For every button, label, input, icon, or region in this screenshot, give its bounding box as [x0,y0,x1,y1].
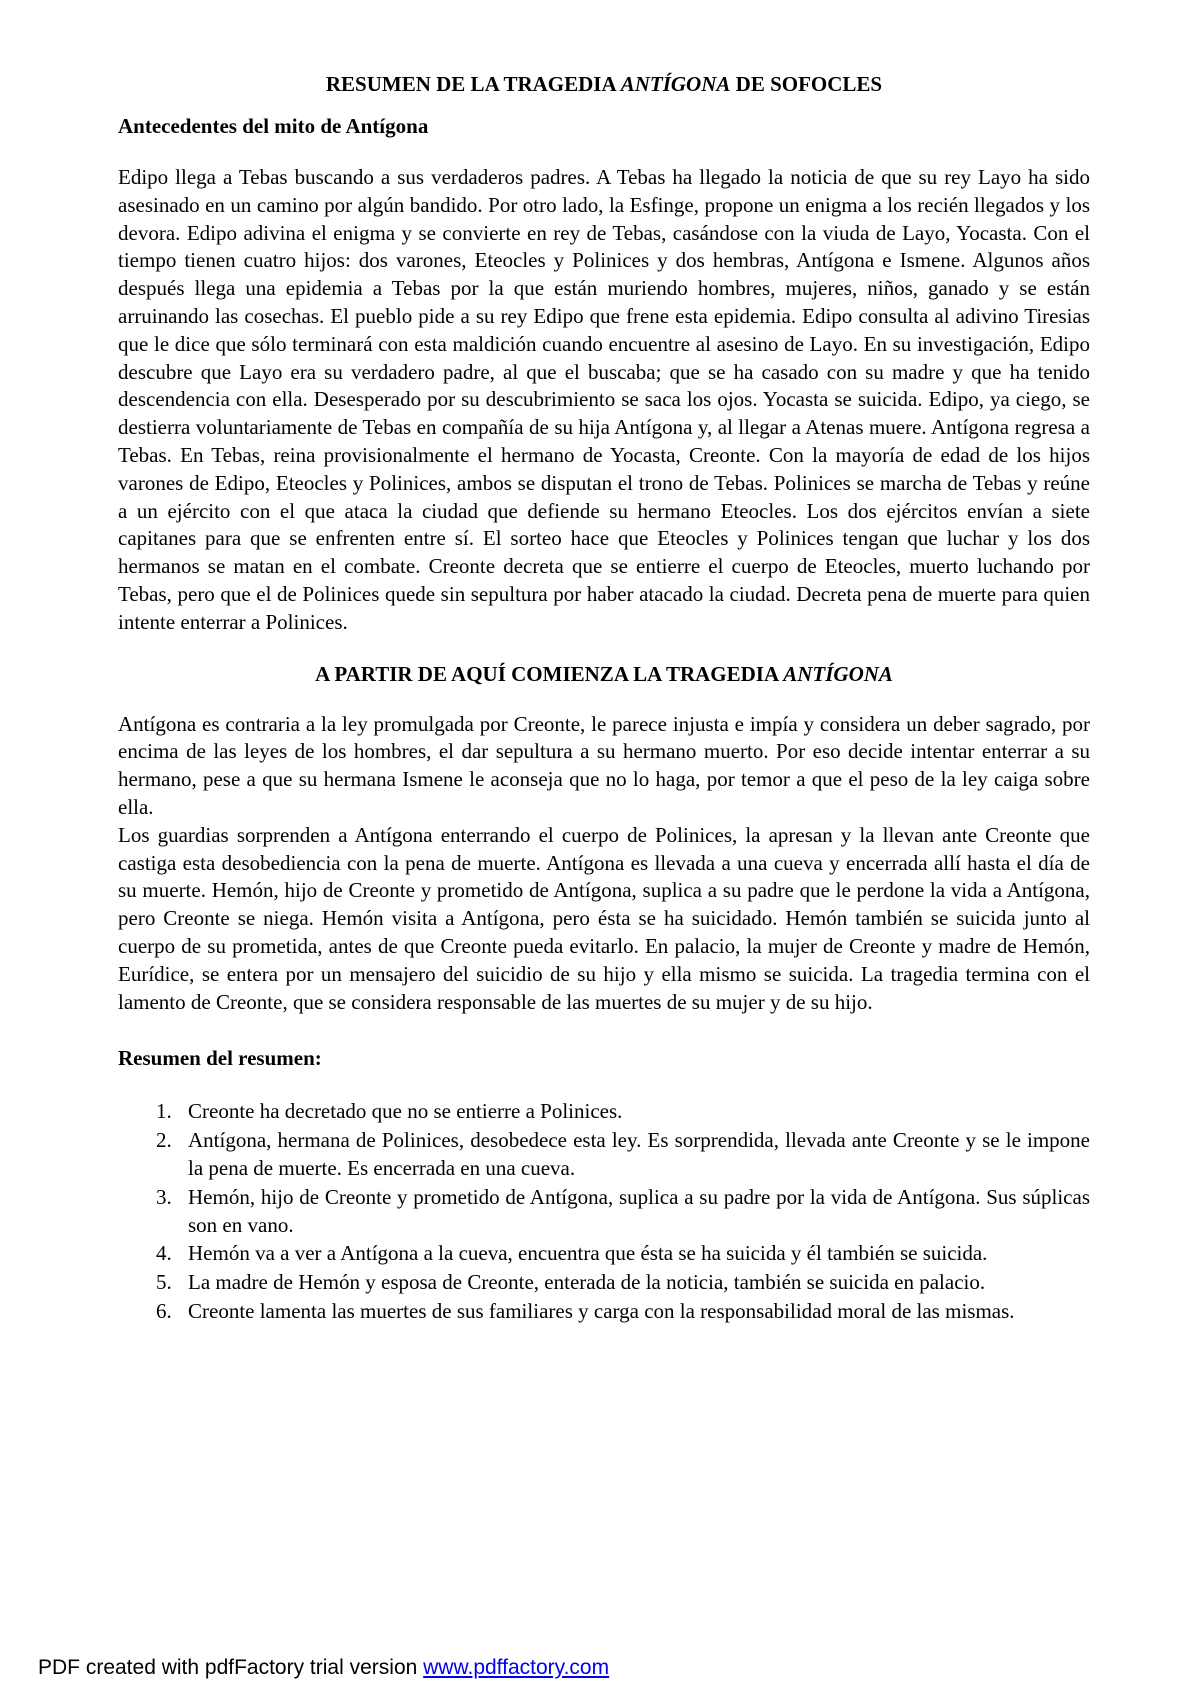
list-item-number: 5. [156,1270,172,1295]
pdf-watermark-footer [38,1656,609,1680]
summary-heading: Resumen del resumen: [118,1046,322,1071]
list-item-number: 3. [156,1184,172,1209]
list-item-number: 2. [156,1128,172,1153]
list-item [118,1098,1090,1126]
list-item [118,1184,1090,1240]
tragedia-heading-italic: ANTÍGONA [783,661,893,686]
list-item-number: 6. [156,1298,172,1323]
paragraph-tragedia-1: Antígona es contraria a la ley promulgada por Creonte, le parece injusta e impía y considera un deber sagrado, por encima de las leyes de los hombres, el dar sepultura a su hermano muerto. Por eso decide intentar enterrar a su hermano, pese a que su hermana Ismene le aconseja que no lo haga, por temor a que el peso de la ley caiga sobre ella. [118,711,1090,819]
section-heading-tragedia [118,660,1090,688]
list-item-text: Hemón va a ver a Antígona a la cueva, encuentra que ésta se ha suicida y él también se suicida. [188,1241,988,1266]
section-heading-antecedentes: Antecedentes del mito de Antígona [118,114,429,138]
tragedia-heading-prefix: A PARTIR DE AQUÍ COMIENZA LA TRAGEDIA [315,661,784,686]
list-item-number: 4. [156,1241,172,1266]
list-item [118,1127,1090,1183]
paragraph-tragedia-2: Los guardias sorprenden a Antígona enterrando el cuerpo de Polinices, la apresan y la llevan ante Creonte que castiga esta desobediencia con la pena de muerte. Antígona es llevada a una cueva y encerrada allí hasta el día de su muerte. Hemón, hijo de Creonte y prometido de Antígona, suplica a su padre que le perdone la vida a Antígona, pero Creonte se niega. Hemón visita a Antígona, pero ésta se ha suicidado. Hemón también se suicida junto al cuerpo de su prometida, antes de que Creonte pueda evitarlo. En palacio, la mujer de Creonte y madre de Hemón, Eurídice, se entera por un mensajero del suicidio de su hijo y ella mismo se suicida. La tragedia termina con el lamento de Creonte, que se considera responsable de las muertes de su mujer y de su hijo. [118,822,1090,1014]
list-item-text: Creonte lamenta las muertes de sus familiares y carga con la responsabilidad moral de las mismas. [188,1298,1015,1323]
list-item [118,1240,1090,1268]
list-item-text: Hemón, hijo de Creonte y prometido de Antígona, suplica a su padre por la vida de Antígona. Sus súplicas son en vano. [188,1184,1090,1237]
list-item-number: 1. [156,1099,172,1124]
list-item-text: Antígona, hermana de Polinices, desobedece esta ley. Es sorprendida, llevada ante Creonte y se le impone la pena de muerte. Es encerrada en una cueva. [188,1128,1090,1180]
footer-text: PDF created with pdfFactory trial version [38,1656,424,1679]
title-suffix: DE SOFOCLES [730,72,883,96]
list-item [118,1298,1090,1326]
list-item [118,1269,1090,1297]
document-title [118,70,1090,98]
document-page [118,70,1090,1327]
pdffactory-link[interactable]: www.pdffactory.com [423,1656,610,1679]
title-italic: ANTÍGONA [620,72,731,96]
list-item-text: La madre de Hemón y esposa de Creonte, enterada de la noticia, también se suicida en palacio. [188,1270,986,1295]
paragraph-antecedentes: Edipo llega a Tebas buscando a sus verdaderos padres. A Tebas ha llegado la noticia de que su rey Layo ha sido asesinado en un camino por algún bandido. Por otro lado, la Esfinge, propone un enigma a los recién llegados y los devora. Edipo adivina el enigma y se convierte en rey de Tebas, casándose con la viuda de Layo, Yocasta. Con el tiempo tienen cuatro hijos: dos varones, Eteocles y Polinices y dos hembras, Antígona e Ismene. Algunos años después llega una epidemia a Tebas por la que están muriendo hombres, mujeres, niños, ganado y se están arruinando las cosechas. El pueblo pide a su rey Edipo que frene esta epidemia. Edipo consulta al adivino Tiresias que le dice que sólo terminará con esta maldición cuando encuentre al asesino de Layo. En su investigación, Edipo descubre que Layo era su verdadero padre, al que el buscaba; que se ha casado con su madre y que ha tenido descendencia con ella. Desesperado por su descubrimiento se saca los ojos. Yocasta se suicida. Edipo, ya ciego, se destierra voluntariamente de Tebas en compañía de su hija Antígona y, al llegar a Atenas muere. Antígona regresa a Tebas. En Tebas, reina provisionalmente el hermano de Yocasta, Creonte. Con la mayoría de edad de los hijos varones de Edipo, Eteocles y Polinices, ambos se disputan el trono de Tebas. Polinices se marcha de Tebas y reúne a un ejército con el que ataca la ciudad que defiende su hermano Eteocles. Los dos ejércitos envían a siete capitanes para que se enfrenten entre sí. El sorteo hace que Eteocles y Polinices tengan que luchar y los dos hermanos se matan en el combate. Creonte decreta que se entierre el cuerpo de Eteocles, muerto luchando por Tebas, pero que el de Polinices quede sin sepultura por haber atacado la ciudad. Decreta pena de muerte para quien intente enterrar a Polinices. [118,165,1090,634]
list-item-text: Creonte ha decretado que no se entierre a Polinices. [188,1099,623,1124]
title-prefix: RESUMEN DE LA TRAGEDIA [325,72,621,96]
summary-list [118,1098,1090,1325]
